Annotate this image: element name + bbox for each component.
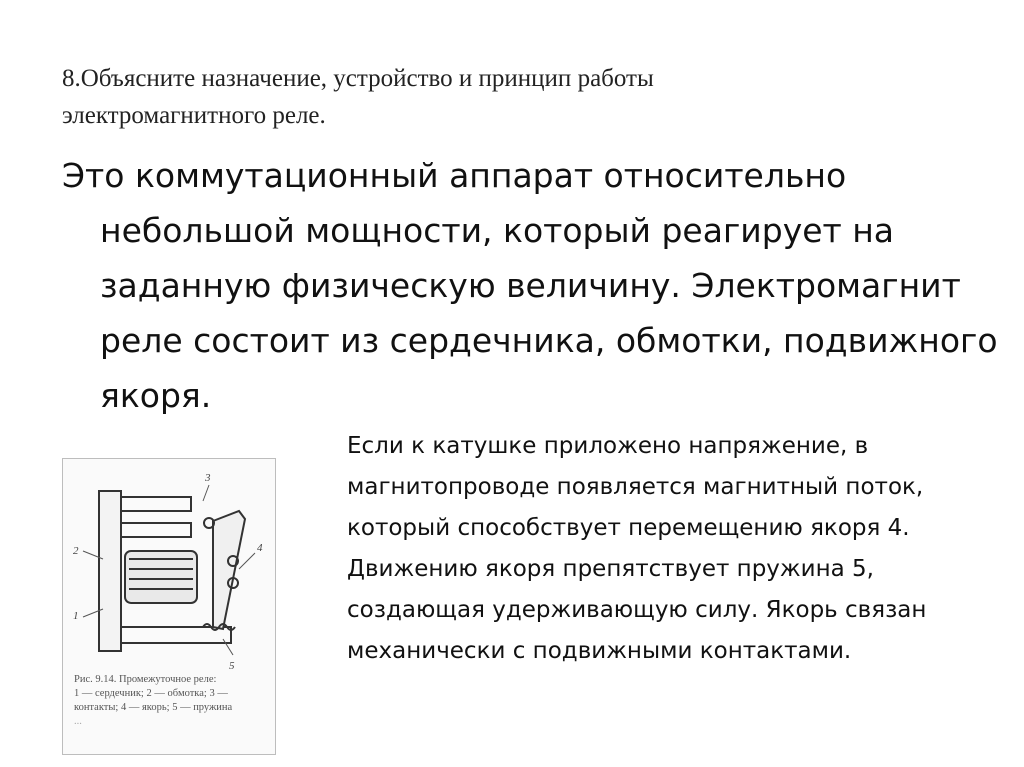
caption-line-3: контакты; 4 — якорь; 5 — пружина xyxy=(74,702,233,713)
side-description: Если к катушке приложено напряжение, в магнитопроводе появляется магнитный поток, который способствует перемещению якоря 4. Движению якоря препятствует пружина 5, создающая удерживающую силу. Якорь связан механически с подвижными контактами. xyxy=(347,433,927,664)
main-paragraph: Это коммутационный аппарат относительно небольшой мощности, который реагирует на заданную физическую величину. Электромагнит реле состоит из сердечника, обмотки, подвижного якоря. xyxy=(62,156,998,415)
label-3: 3 xyxy=(205,472,211,484)
main-text-block xyxy=(62,148,1002,423)
heading-line-2: электромагнитного реле. xyxy=(62,102,326,129)
heading-line-1: 8.Объясните назначение, устройство и принцип работы xyxy=(62,65,654,92)
caption-line-1: Рис. 9.14. Промежуточное реле: xyxy=(74,674,217,685)
caption-line-2: 1 — сердечник; 2 — обмотка; 3 — xyxy=(74,688,228,699)
label-4: 4 xyxy=(257,542,263,554)
label-2: 2 xyxy=(73,545,79,557)
label-1: 1 xyxy=(73,610,79,622)
figure-caption xyxy=(74,673,268,729)
relay-figure xyxy=(62,458,276,755)
caption-line-4: ... xyxy=(74,716,82,727)
slide-heading xyxy=(62,60,962,134)
label-5: 5 xyxy=(229,660,235,672)
